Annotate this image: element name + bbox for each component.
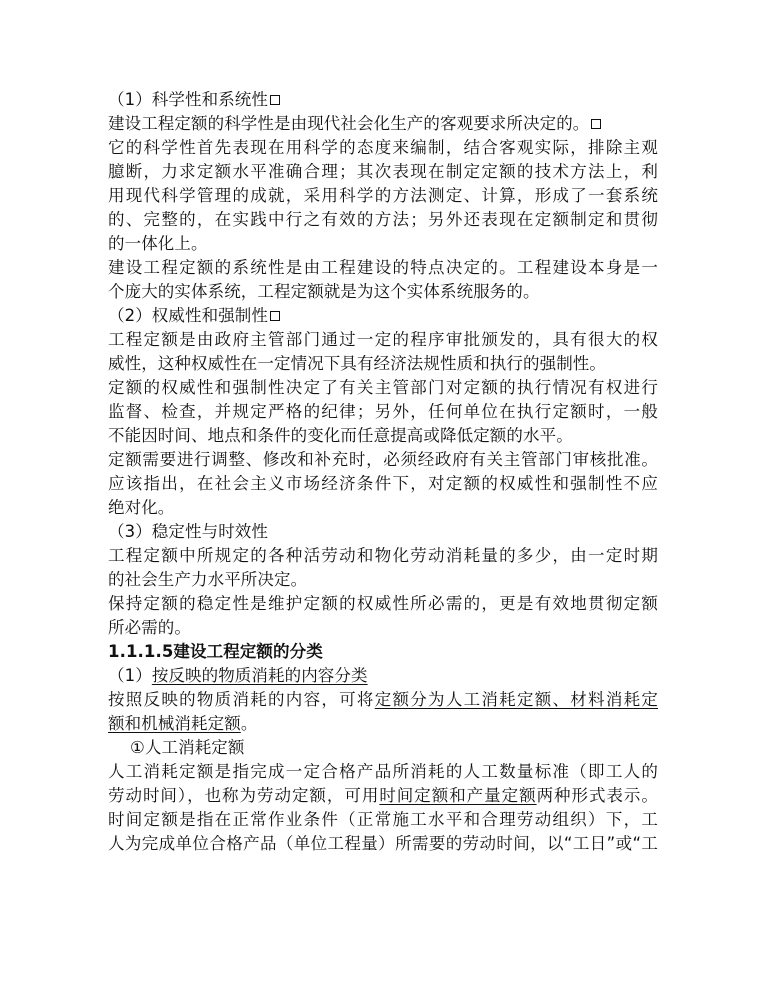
document-page: [108, 88, 658, 856]
paragraph-line: 不能因时间、地点和条件的变化而任意提高或降低定额的水平。: [108, 426, 573, 445]
paragraph-line: 应该指出，在社会主义市场经济条件下，对定额的权威性和强制性不应: [108, 474, 658, 493]
paragraph-line: 时间定额是指在正常作业条件（正常施工水平和合理劳动组织）下，工: [108, 810, 658, 829]
section-heading-2: [108, 304, 658, 328]
text: 两种形式表示。: [536, 786, 658, 805]
paragraph-line: 绝对化。: [108, 498, 175, 517]
paragraph-line: 保持定额的稳定性是维护定额的权威性所必需的，更是有效地贯彻定额: [108, 594, 658, 613]
underlined-text: 额和机械消耗定额: [108, 714, 241, 733]
paragraph-line: 它的科学性首先表现在用科学的态度来编制，结合客观实际，排除主观: [108, 138, 658, 157]
paragraph-line: 威性，这种权威性在一定情况下具有经济法规性质和执行的强制性。: [108, 354, 606, 373]
paragraph-line: 人工消耗定额是指完成一定合格产品所消耗的人工数量标准（即工人的: [108, 762, 658, 781]
number-label: （1）: [108, 666, 152, 685]
text: 建设工程定额的科学性是由现代社会化生产的客观要求所决定的。: [108, 114, 590, 133]
paragraph-line: 定额的权威性和强制性决定了有关主管部门对定额的执行情况有权进行: [108, 378, 658, 397]
text: 按照反映的物质消耗的内容，可将: [108, 690, 375, 709]
paragraph-line: 工程定额是由政府主管部门通过一定的程序审批颁发的，具有很大的权: [108, 330, 658, 349]
subsection-heading: [108, 664, 658, 688]
paragraph-line: 的社会生产力水平所决定。: [108, 570, 308, 589]
paragraph-line: 人为完成单位合格产品（单位工程量）所需要的劳动时间，以“工日”或“工: [108, 834, 658, 853]
paragraph-line: 用现代科学管理的成就，采用科学的方法测定、计算，形成了一套系统: [108, 186, 658, 205]
paragraph-line: 建设工程定额的系统性是由工程建设的特点决定的。工程建设本身是一: [108, 258, 658, 277]
paragraph-line: 所必需的。: [108, 618, 191, 637]
text: 。: [240, 714, 258, 733]
underlined-text: 按反映的物质消耗的内容分类: [151, 666, 368, 685]
section-heading-1: [108, 88, 658, 112]
paragraph-line: [108, 784, 658, 808]
item-heading: ①人工消耗定额: [130, 738, 245, 757]
paragraph-line: [108, 112, 658, 136]
placeholder-box-icon: [270, 95, 280, 105]
paragraph-line: 监督、检查，并规定严格的纪律；另外，任何单位在执行定额时，一般: [108, 402, 658, 421]
placeholder-box-icon: [591, 119, 601, 129]
section-heading-3: （3）稳定性与时效性: [108, 522, 268, 541]
underlined-text: 定额分为人工消耗定额、材料消耗定: [374, 690, 658, 709]
paragraph-line: [108, 688, 658, 712]
placeholder-box-icon: [270, 311, 280, 321]
text: 劳动时间），也称为劳动定额，可用: [108, 786, 380, 805]
section-title-classification: 1.1.1.5建设工程定额的分类: [108, 642, 323, 661]
paragraph-line: 定额需要进行调整、修改和补充时，必须经政府有关主管部门审核批准。: [108, 450, 658, 469]
paragraph-line: [108, 712, 658, 736]
paragraph-line: 的一体化上。: [108, 234, 208, 253]
paragraph-line: 的、完整的，在实践中行之有效的方法；另外还表现在定额制定和贯彻: [108, 210, 658, 229]
heading-text: （2）权威性和强制性: [108, 306, 268, 325]
paragraph-line: 工程定额中所规定的各种活劳动和物化劳动消耗量的多少，由一定时期: [108, 546, 658, 565]
heading-text: （1）科学性和系统性: [108, 90, 268, 109]
paragraph-line: 臆断，力求定额水平准确合理；其次表现在制定定额的技术方法上，利: [108, 162, 658, 181]
underlined-text: 时间定额和产量定额: [379, 786, 537, 805]
paragraph-line: 个庞大的实体系统，工程定额就是为这个实体系统服务的。: [108, 282, 540, 301]
